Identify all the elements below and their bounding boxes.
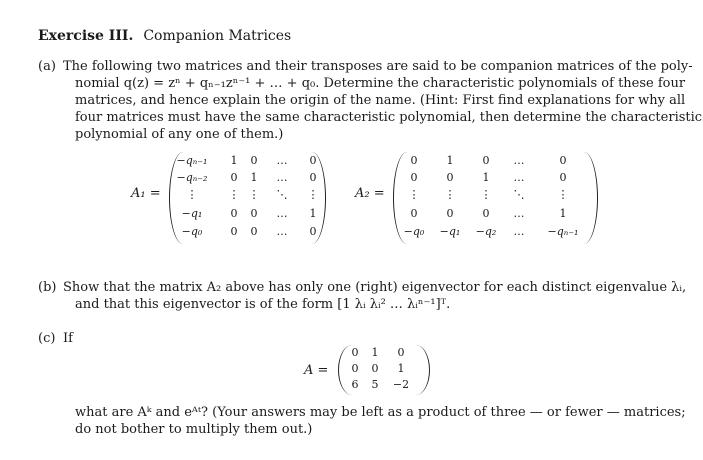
- matrix-a1-cell: 0: [250, 225, 258, 238]
- matrix-a1-cell: 0: [309, 154, 317, 167]
- matrix-a2-cell: ⋱: [513, 188, 525, 201]
- matrix-a-cell: −2: [392, 378, 410, 391]
- matrix-a1-cell: …: [276, 225, 288, 238]
- matrix-a2-cell: 0: [559, 171, 567, 184]
- matrix-a1-label: A₁ =: [131, 186, 161, 201]
- matrix-a1-cell: …: [276, 171, 288, 184]
- matrix-a1-cell: 0: [309, 171, 317, 184]
- matrix-a1-cell: 1: [309, 207, 317, 220]
- matrix-a2-cell: …: [513, 154, 525, 167]
- matrix-a1-cell: −qₙ₋₁: [176, 154, 208, 167]
- matrix-a: [338, 345, 430, 395]
- matrix-a1-cell: 1: [230, 154, 238, 167]
- matrix-a2-cell: 1: [559, 207, 567, 220]
- matrix-a1-cell: 0: [230, 225, 238, 238]
- matrix-a1-cell: 0: [250, 207, 258, 220]
- part-c-line-1: what are Aᵏ and eᴬᵗ? (Your answers may be left as a product of three — or fewer — matrices;: [75, 405, 686, 420]
- matrix-a-cell: 5: [371, 378, 379, 391]
- matrix-a-cell: 1: [371, 346, 379, 359]
- matrix-a-cell: 1: [397, 362, 405, 375]
- matrix-a2-cell: …: [513, 207, 525, 220]
- matrix-a-cell: 6: [351, 378, 359, 391]
- part-a-line-3: matrices, and hence explain the origin of the name. (Hint: First find explanations for why all: [75, 93, 686, 108]
- matrix-a1-cell: 0: [230, 171, 238, 184]
- matrix-a2-cell: −qₙ₋₁: [547, 225, 579, 238]
- matrix-a2-cell: −q₀: [403, 225, 425, 238]
- part-b-line-2: and that this eigenvector is of the form [1 λᵢ λᵢ² … λᵢⁿ⁻¹]ᵀ.: [75, 297, 451, 312]
- matrix-a2-cell: −q₁: [439, 225, 461, 238]
- matrix-a2-cell: ⋮: [444, 188, 456, 201]
- matrix-a1-cell: ⋱: [276, 188, 288, 201]
- matrix-a2: [393, 152, 598, 244]
- matrix-a1: [169, 152, 326, 244]
- part-c-label: (c): [38, 331, 56, 346]
- matrix-a1-cell: ⋮: [248, 188, 260, 201]
- matrix-a1-cell: −q₀: [181, 225, 203, 238]
- matrix-a1-cell: 0: [309, 225, 317, 238]
- part-a-label: (a): [38, 59, 56, 74]
- part-a-line-1: The following two matrices and their transposes are said to be companion matrices of the poly-: [63, 59, 693, 74]
- matrix-a2-cell: 1: [482, 171, 490, 184]
- matrix-a1-cell: ⋮: [186, 188, 198, 201]
- matrix-a1-cell: −q₁: [181, 207, 203, 220]
- matrix-a-cell: 0: [371, 362, 379, 375]
- matrix-a2-cell: …: [513, 171, 525, 184]
- matrix-a1-cell: ⋮: [307, 188, 319, 201]
- matrix-a2-cell: 0: [446, 171, 454, 184]
- matrix-a1-cell: 0: [250, 154, 258, 167]
- matrix-a2-cell: 0: [482, 154, 490, 167]
- exercise-subject: Companion Matrices: [143, 28, 292, 44]
- part-a-line-4: four matrices must have the same characteristic polynomial, then determine the characteristic: [75, 110, 703, 125]
- matrix-a2-cell: ⋮: [408, 188, 420, 201]
- matrix-a2-cell: 0: [559, 154, 567, 167]
- matrix-a2-cell: −q₂: [475, 225, 497, 238]
- matrix-a2-cell: ⋮: [557, 188, 569, 201]
- matrix-a1-cell: 0: [230, 207, 238, 220]
- matrix-a1-cell: …: [276, 207, 288, 220]
- exercise-title: [38, 28, 291, 44]
- part-b-label: (b): [38, 280, 57, 295]
- part-a-line-5: polynomial of any one of them.): [75, 127, 284, 142]
- matrix-a-label: A =: [304, 363, 329, 378]
- matrix-a2-cell: …: [513, 225, 525, 238]
- matrix-a2-cell: 0: [482, 207, 490, 220]
- matrix-a1-cell: …: [276, 154, 288, 167]
- matrix-a2-cell: 0: [410, 154, 418, 167]
- matrix-a2-cell: 0: [446, 207, 454, 220]
- matrix-a2-cell: 0: [410, 207, 418, 220]
- part-b-line-1: Show that the matrix A₂ above has only one (right) eigenvector for each distinct eigenvalue λᵢ,: [63, 280, 687, 295]
- part-c-line-2: do not bother to multiply them out.): [75, 422, 313, 437]
- part-a-line-2: nomial q(z) = zⁿ + qₙ₋₁zⁿ⁻¹ + … + q₀. Determine the characteristic polynomials of these four: [75, 76, 686, 91]
- matrix-a2-cell: ⋮: [480, 188, 492, 201]
- matrix-a2-cell: 0: [410, 171, 418, 184]
- exercise-number: Exercise III.: [38, 28, 134, 44]
- matrix-a2-cell: 1: [446, 154, 454, 167]
- matrix-a-cell: 0: [351, 362, 359, 375]
- matrix-a-cell: 0: [351, 346, 359, 359]
- matrix-a1-cell: ⋮: [228, 188, 240, 201]
- matrix-a1-cell: 1: [250, 171, 258, 184]
- matrix-a1-cell: −qₙ₋₂: [176, 171, 208, 184]
- matrix-a2-label: A₂ =: [355, 186, 385, 201]
- matrix-a-cell: 0: [397, 346, 405, 359]
- part-c-intro: If: [63, 331, 73, 346]
